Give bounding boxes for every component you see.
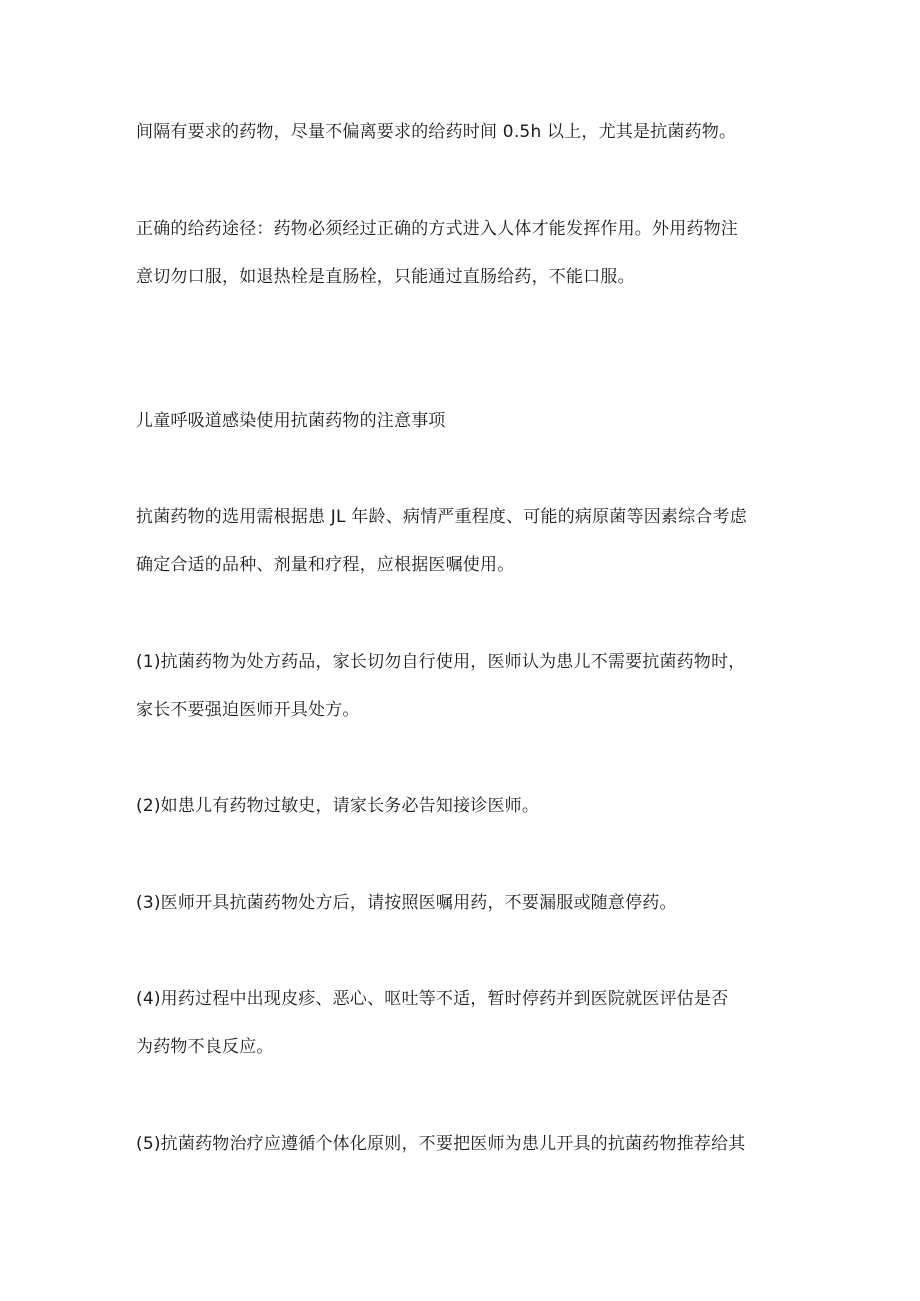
list-item-4-line-2: 为药物不良反应。 xyxy=(136,1037,274,1057)
list-item-2: (2)如患儿有药物过敏史，请家长务必告知接诊医师。 xyxy=(136,796,540,816)
paragraph-route-line-2: 意切勿口服，如退热栓是直肠栓，只能通过直肠给药，不能口服。 xyxy=(136,267,635,287)
list-item-5-line-1: (5)抗菌药物治疗应遵循个体化原则，不要把医师为患儿开具的抗菌药物推荐给其 xyxy=(136,1134,746,1154)
paragraph-selection-line-1: 抗菌药物的选用需根据患 JL 年龄、病情严重程度、可能的病原菌等因素综合考虑 xyxy=(136,507,747,527)
list-item-1-line-1: (1)抗菌药物为处方药品，家长切勿自行使用，医师认为患儿不需要抗菌药物时， xyxy=(136,652,746,672)
paragraph-dosing-interval: 间隔有要求的药物，尽量不偏离要求的给药时间 0.5h 以上，尤其是抗菌药物。 xyxy=(136,122,737,142)
paragraph-selection-line-2: 确定合适的品种、剂量和疗程，应根据医嘱使用。 xyxy=(136,555,515,575)
list-item-1-line-2: 家长不要强迫医师开具处方。 xyxy=(136,700,360,720)
section-heading: 儿童呼吸道感染使用抗菌药物的注意事项 xyxy=(136,411,446,431)
paragraph-route-line-1: 正确的给药途径：药物必须经过正确的方式进入人体才能发挥作用。外用药物注 xyxy=(136,219,738,239)
list-item-3: (3)医师开具抗菌药物处方后，请按照医嘱用药，不要漏服或随意停药。 xyxy=(136,893,677,913)
list-item-4-line-1: (4)用药过程中出现皮疹、恶心、呕吐等不适，暂时停药并到医院就医评估是否 xyxy=(136,989,729,1009)
